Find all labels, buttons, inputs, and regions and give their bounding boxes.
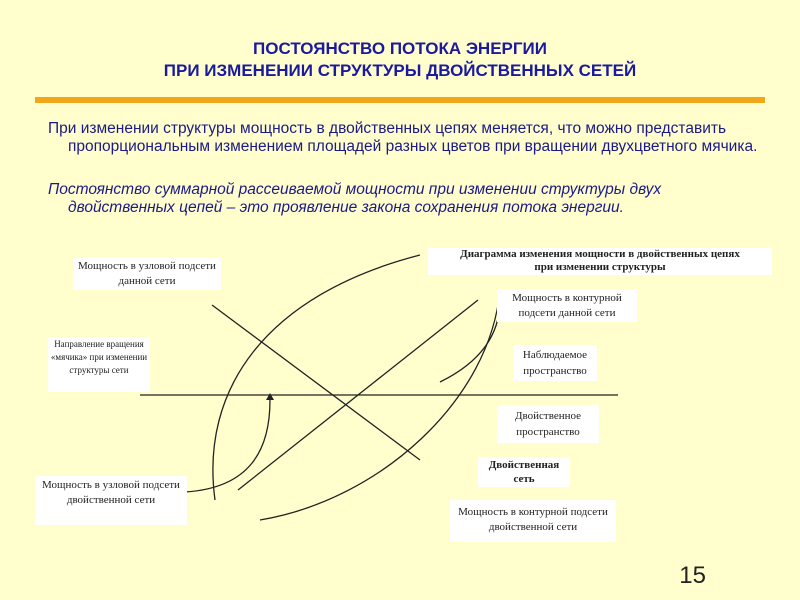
label-contour-power-given: Мощность в контурной подсети данной сети — [497, 289, 637, 322]
paragraph-structure-change: При изменении структуры мощность в двойственных цепях меняется, что можно представить пропорциональным изменением площадей разных цветов при вращении двухцветного мячика. — [48, 120, 758, 155]
ball-outline-upper — [213, 255, 420, 500]
label-contour-power-dual: Мощность в контурной подсети двойственной сети — [450, 500, 616, 542]
label-rotation-direction: Направление вращения «мячика» при изменении структуры сети — [48, 337, 150, 392]
rotation-arrow-lower — [185, 400, 270, 492]
page-number: 15 — [679, 562, 706, 589]
label-dual-network: Двойственная сеть — [478, 457, 570, 487]
diagonal-line-descending — [212, 305, 420, 460]
slide-title-line-1: ПОСТОЯНСТВО ПОТОКА ЭНЕРГИИ — [253, 39, 547, 58]
diagram-title-line-1: Диаграмма изменения мощности в двойственных цепях — [460, 248, 740, 260]
diagram-title-line-2: при изменении структуры — [534, 261, 666, 273]
paragraph-energy-conservation: Постоянство суммарной рассеиваемой мощности при изменении структуры двух двойственных цепей – это проявление закона сохранения потока энергии. — [48, 181, 662, 216]
rotation-arrow-upper — [440, 300, 500, 382]
ball-outline-lower — [260, 290, 500, 520]
diagram-title — [428, 248, 772, 275]
label-node-power-given: Мощность в узловой подсети данной сети — [73, 258, 221, 290]
rotation-arrowhead — [266, 393, 274, 400]
slide-title-line-2: ПРИ ИЗМЕНЕНИИ СТРУКТУРЫ ДВОЙСТВЕННЫХ СЕТЕЙ — [163, 61, 637, 80]
label-observable-space: Наблюдаемое пространство — [513, 345, 597, 381]
label-node-power-dual: Мощность в узловой подсети двойственной сети — [35, 476, 187, 525]
label-dual-space: Двойственное пространство — [497, 405, 599, 443]
